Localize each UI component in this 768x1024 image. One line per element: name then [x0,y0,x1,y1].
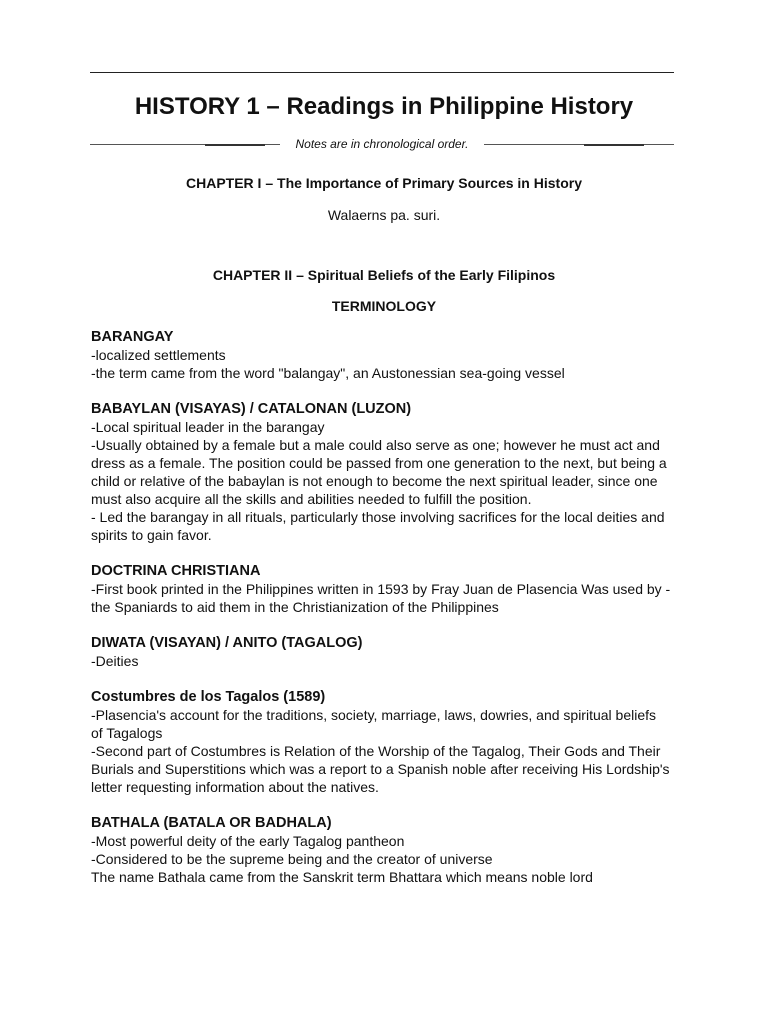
term-title: BABAYLAN (VISAYAS) / CATALONAN (LUZON) [91,401,412,417]
terminology-list [91,328,671,904]
chapter-1-body: Walaerns pa. suri. [327,207,441,223]
term-title: BARANGAY [91,329,174,345]
term-entry-costumbres [91,688,671,796]
term-entry-bathala [91,814,671,886]
note-row [90,135,674,155]
term-title: Costumbres de los Tagalos (1589) [91,689,326,705]
term-line: -Usually obtained by a female but a male could also serve as one; however he must act and dress as a female. The position could be passed from one generation to the next, but being a child or relative of the babaylan is not enough to become the next spiritual leader, since one must also acquire all the skills and abilities needed to fulfill the position. [91,437,667,507]
term-entry-diwata [91,634,671,670]
term-title: DIWATA (VISAYAN) / ANITO (TAGALOG) [91,635,363,651]
term-line: -Deities [91,653,139,669]
page-title: HISTORY 1 – Readings in Philippine History [134,93,634,120]
term-entry-doctrina-christiana [91,562,671,616]
term-line: -First book printed in the Philippines written in 1593 by Fray Juan de Plasencia Was used by -the Spaniards to aid them in the Christianization of the Philippines [91,581,671,615]
term-line: The name Bathala came from the Sanskrit term Bhattara which means noble lord [91,869,593,885]
term-entry-babaylan [91,400,671,544]
term-line: -Considered to be the supreme being and the creator of universe [91,851,493,867]
term-line: -localized settlements [91,347,226,363]
top-rule [90,72,674,73]
chronological-note: Notes are in chronological order. [295,137,469,151]
chapter-2-heading: CHAPTER II – Spiritual Beliefs of the Early Filipinos [212,267,556,283]
term-line: -Local spiritual leader in the barangay [91,419,325,435]
note-rule-right [484,144,674,145]
chapter-1-heading: CHAPTER I – The Importance of Primary Sources in History [186,175,582,191]
term-title: BATHALA (BATALA OR BADHALA) [91,815,332,831]
term-line: -Plasencia's account for the traditions, society, marriage, laws, dowries, and spiritual beliefs of Tagalogs [91,707,657,741]
term-line: - Led the barangay in all rituals, particularly those involving sacrifices for the local deities and spirits to gain favor. [91,509,665,543]
term-title: DOCTRINA CHRISTIANA [91,563,261,579]
term-line: -the term came from the word "balangay", an Austonessian sea-going vessel [91,365,565,381]
term-line: -Second part of Costumbres is Relation of the Worship of the Tagalog, Their Gods and Their Burials and Superstitions which was a report to a Spanish noble after receiving His Lordship's letter requesting information about the natives. [91,743,670,795]
terminology-heading: TERMINOLOGY [331,298,437,314]
term-entry-barangay [91,328,671,382]
term-line: -Most powerful deity of the early Tagalog pantheon [91,833,405,849]
